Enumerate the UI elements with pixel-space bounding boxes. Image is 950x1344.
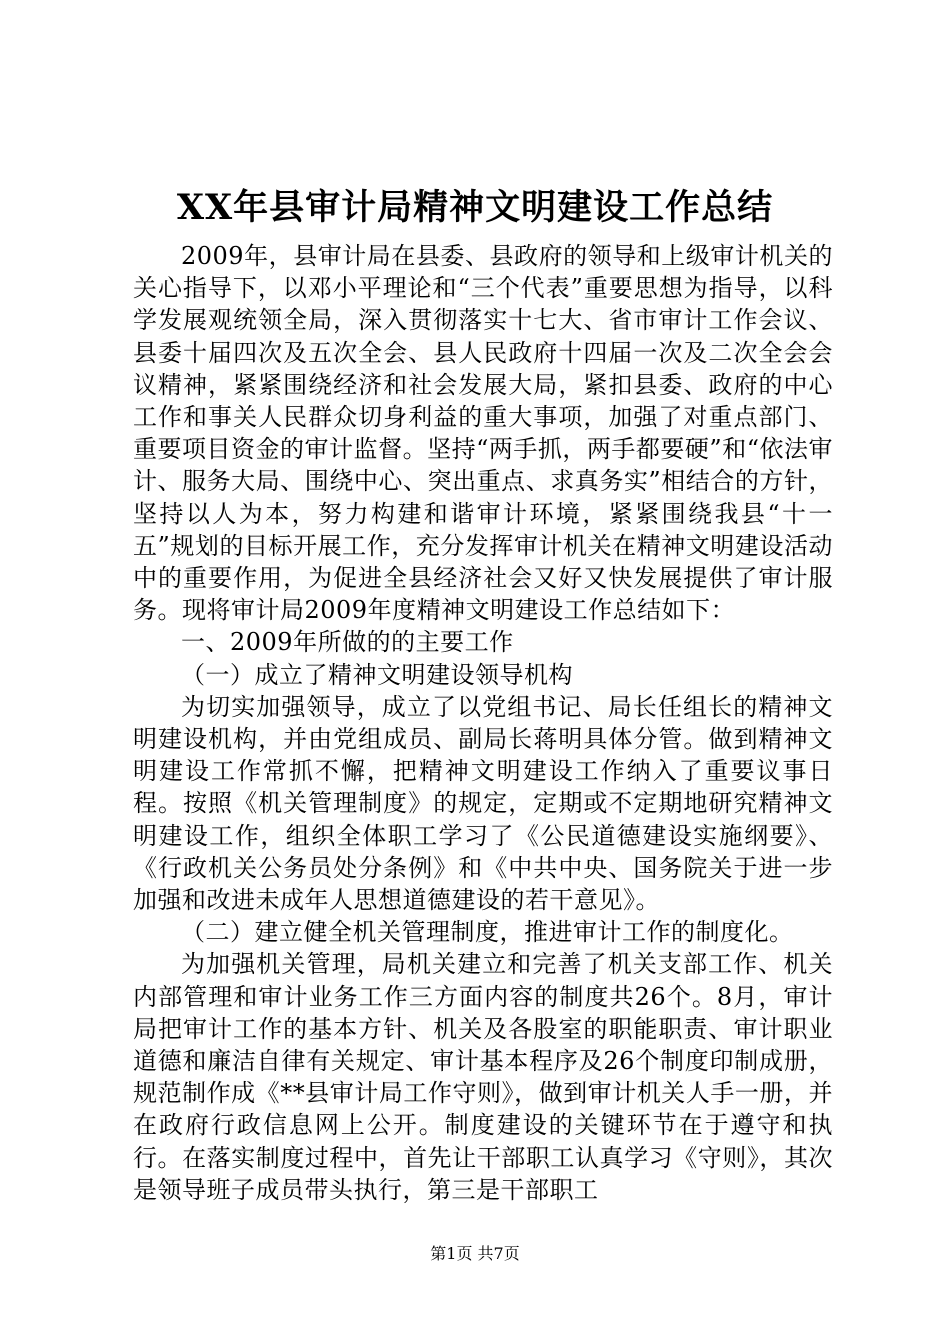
intro-paragraph: 2009年，县审计局在县委、县政府的领导和上级审计机关的关心指导下，以邓小平理论和“三个代表”重要思想为指导，以科学发展观统领全局，深入贯彻落实十七大、省市审计工作会议、县委十届四次及五次全会、县人民政府十四届一次及二次全会会议精神，紧紧围绕经济和社会发展大局，紧扣县委、政府的中心工作和事关人民群众切身利益的重大事项，加强了对重点部门、重要项目资金的审计监督。坚持“两手抓，两手都要硬”和“依法审计、服务大局、围绕中心、突出重点、求真务实”相结合的方针，坚持以人为本，努力构建和谐审计环境，紧紧围绕我县“十一五”规划的目标开展工作，充分发挥审计机关在精神文明建设活动中的重要作用，为促进全县经济社会又好又快发展提供了审计服务。现将审计局2009年度精神文明建设工作总结如下： bbox=[133, 242, 833, 625]
subsection-heading: （一）成立了精神文明建设领导机构 bbox=[181, 660, 573, 689]
document-body bbox=[133, 240, 833, 1206]
page-number-footer: 第1页 共7页 bbox=[430, 1244, 520, 1263]
body-paragraph: 为切实加强领导，成立了以党组书记、局长任组长的精神文明建设机构，并由党组成员、副局长蒋明具体分管。做到精神文明建设工作常抓不懈，把精神文明建设工作纳入了重要议事日程。按照《机关管理制度》的规定，定期或不定期地研究精神文明建设工作，组织全体职工学习了《公民道德建设实施纲要》、《行政机关公务员处分条例》和《中共中央、国务院关于进一步加强和改进未成年人思想道德建设的若干意见》。 bbox=[133, 692, 833, 915]
section-heading: 一、2009年所做的的主要工作 bbox=[181, 628, 514, 657]
document-title: XX年县审计局精神文明建设工作总结 bbox=[176, 187, 774, 228]
body-paragraph: 为加强机关管理，局机关建立和完善了机关支部工作、机关内部管理和审计业务工作三方面内容的制度共26个。8月，审计局把审计工作的基本方针、机关及各股室的职能职责、审计职业道德和廉洁自律有关规定、审计基本程序及26个制度印制成册，规范制作成《**县审计局工作守则》，做到审计机关人手一册，并在政府行政信息网上公开。制度建设的关键环节在于遵守和执行。在落实制度过程中，首先让干部职工认真学习《守则》，其次是领导班子成员带头执行，第三是干部职工 bbox=[133, 950, 833, 1204]
subsection-heading: （二）建立健全机关管理制度，推进审计工作的制度化。 bbox=[181, 918, 794, 947]
